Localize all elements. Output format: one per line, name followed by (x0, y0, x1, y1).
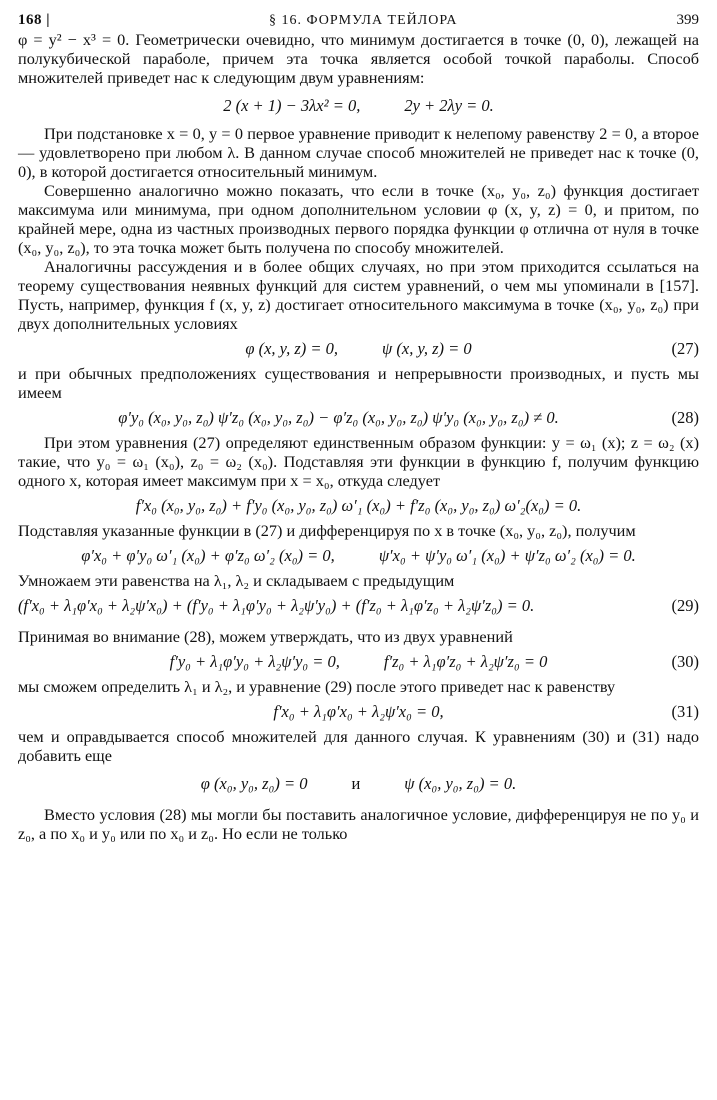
equation-number-27: (27) (671, 339, 699, 358)
equation-constraint-phi: φ (x₀, y₀, z₀) = 0 (200, 774, 308, 793)
running-header (18, 0, 699, 30)
equation-31 (18, 702, 699, 721)
equation-1a: 2 (x + 1) − 3λx² = 0, (223, 96, 361, 115)
equation-number-31: (31) (671, 702, 699, 721)
page-body (18, 30, 699, 843)
paragraph-9: Принимая во внимание (28), можем утверждать, что из двух уравнений (18, 627, 513, 646)
paragraph-2: При подстановке x = 0, y = 0 первое уравнение приводит к нелепому равенству 2 = 0, а второе — удовлетворено при любом λ. В данном случае способ множителей не приведет нас к точке (0, 0), в которой достигается относительный минимум. (18, 124, 699, 181)
equation-psi: ψ′x₀ + ψ′y₀ ω′₁ (x₀) + ψ′z₀ ω′₂ (x₀) = 0. (378, 546, 636, 565)
equation-f-derivative (18, 496, 699, 515)
paragraph-5: и при обычных предположениях существования и непрерывности производных, и пусть мы имеем (18, 364, 699, 402)
header-left-marker: 168 | (18, 12, 51, 28)
equation-27 (18, 339, 699, 358)
paragraph-11: чем и оправдывается способ множителей для данного случая. К уравнениям (30) и (31) надо добавить еще (18, 727, 699, 765)
equation-number-29: (29) (671, 596, 699, 615)
equation-number-30: (30) (671, 652, 699, 671)
paragraph-8: Умножаем эти равенства на λ₁, λ₂ и складываем с предыдущим (18, 571, 455, 590)
paragraph-3: Совершенно аналогично можно показать, что если в точке (x₀, y₀, z₀) функция достигает максимума или минимума, при одном дополнительном условии φ (x, y, z) = 0, и притом, по крайней мере, одна из частных производных первого порядка функции φ отлична от нуля в точке (x₀, y₀, z₀), то эта точка может быть получена по способу множителей. (18, 181, 699, 257)
paragraph-1: φ = y² − x³ = 0. Геометрически очевидно, что минимум достигается в точке (0, 0), лежащей на полукубической параболе, причем эта точка является особой точкой параболы. Способ множителей приведет нас к следующим двум уравнениям: (18, 30, 699, 87)
equation-constraint-psi: ψ (x₀, y₀, z₀) = 0. (404, 774, 517, 793)
equation-phi: φ′x₀ + φ′y₀ ω′₁ (x₀) + φ′z₀ ω′₂ (x₀) = 0, (81, 546, 335, 565)
equation-28 (18, 408, 699, 427)
equation-31-body: f′x₀ + λ₁φ′x₀ + λ₂ψ′x₀ = 0, (273, 702, 444, 721)
equation-27b: ψ (x, y, z) = 0 (382, 339, 472, 358)
equation-constraints-at-point (18, 774, 699, 793)
equation-29 (18, 596, 699, 615)
equation-1b: 2y + 2λy = 0. (404, 96, 494, 115)
conjunction-and: и (351, 774, 361, 793)
equation-30 (18, 652, 699, 671)
equation-29-body: (f′x₀ + λ₁φ′x₀ + λ₂ψ′x₀) + (f′y₀ + λ₁φ′y₀ + λ₂ψ′y₀) + (f′z₀ + λ₁φ′z₀ + λ₂ψ′z₀) = 0. (18, 596, 535, 615)
equation-30a: f′y₀ + λ₁φ′y₀ + λ₂ψ′y₀ = 0, (169, 652, 340, 671)
equation-number-28: (28) (671, 408, 699, 427)
equation-phi-psi (18, 546, 699, 565)
paragraph-6: При этом уравнения (27) определяют единственным образом функции: y = ω₁ (x); z = ω₂ (x) такие, что y₀ = ω₁ (x₀), z₀ = ω₂ (x₀). Подставляя эти функции в функцию f, получим функцию одного x, которая имеет максимум при x = x₀, откуда следует (18, 433, 699, 490)
equation-27a: φ (x, y, z) = 0, (245, 339, 338, 358)
paragraph-7: Подставляя указанные функции в (27) и дифференцируя по x в точке (x₀, y₀, z₀), получим (18, 521, 636, 540)
equation-28-body: φ′y₀ (x₀, y₀, z₀) ψ′z₀ (x₀, y₀, z₀) − φ′z₀ (x₀, y₀, z₀) ψ′y₀ (x₀, y₀, z₀) ≠ 0. (118, 408, 559, 427)
paragraph-10: мы сможем определить λ₁ и λ₂, и уравнение (29) после этого приведет нас к равенству (18, 677, 616, 696)
paragraph-4: Аналогичны рассуждения и в более общих случаях, но при этом приходится ссылаться на теорему существования неявных функций для систем уравнений, о чем мы упоминали в [157]. Пусть, например, функция f (x, y, z) достигает относительного максимума в точке (x₀, y₀, z₀) при двух дополнительных условиях (18, 257, 699, 333)
section-title: § 16. ФОРМУЛА ТЕЙЛОРА (269, 13, 458, 28)
equation-f-body: f′x₀ (x₀, y₀, z₀) + f′y₀ (x₀, y₀, z₀) ω′₁ (x₀) + f′z₀ (x₀, y₀, z₀) ω′₂(x₀) = 0. (135, 496, 582, 515)
page-number: 399 (676, 12, 699, 28)
equation-lagrange-system (18, 96, 699, 115)
equation-30b: f′z₀ + λ₁φ′z₀ + λ₂ψ′z₀ = 0 (383, 652, 548, 671)
paragraph-12: Вместо условия (28) мы могли бы поставить аналогичное условие, дифференцируя не по y₀ и z₀, а по x₀ и y₀ или по x₀ и z₀. Но если не только (18, 805, 699, 843)
